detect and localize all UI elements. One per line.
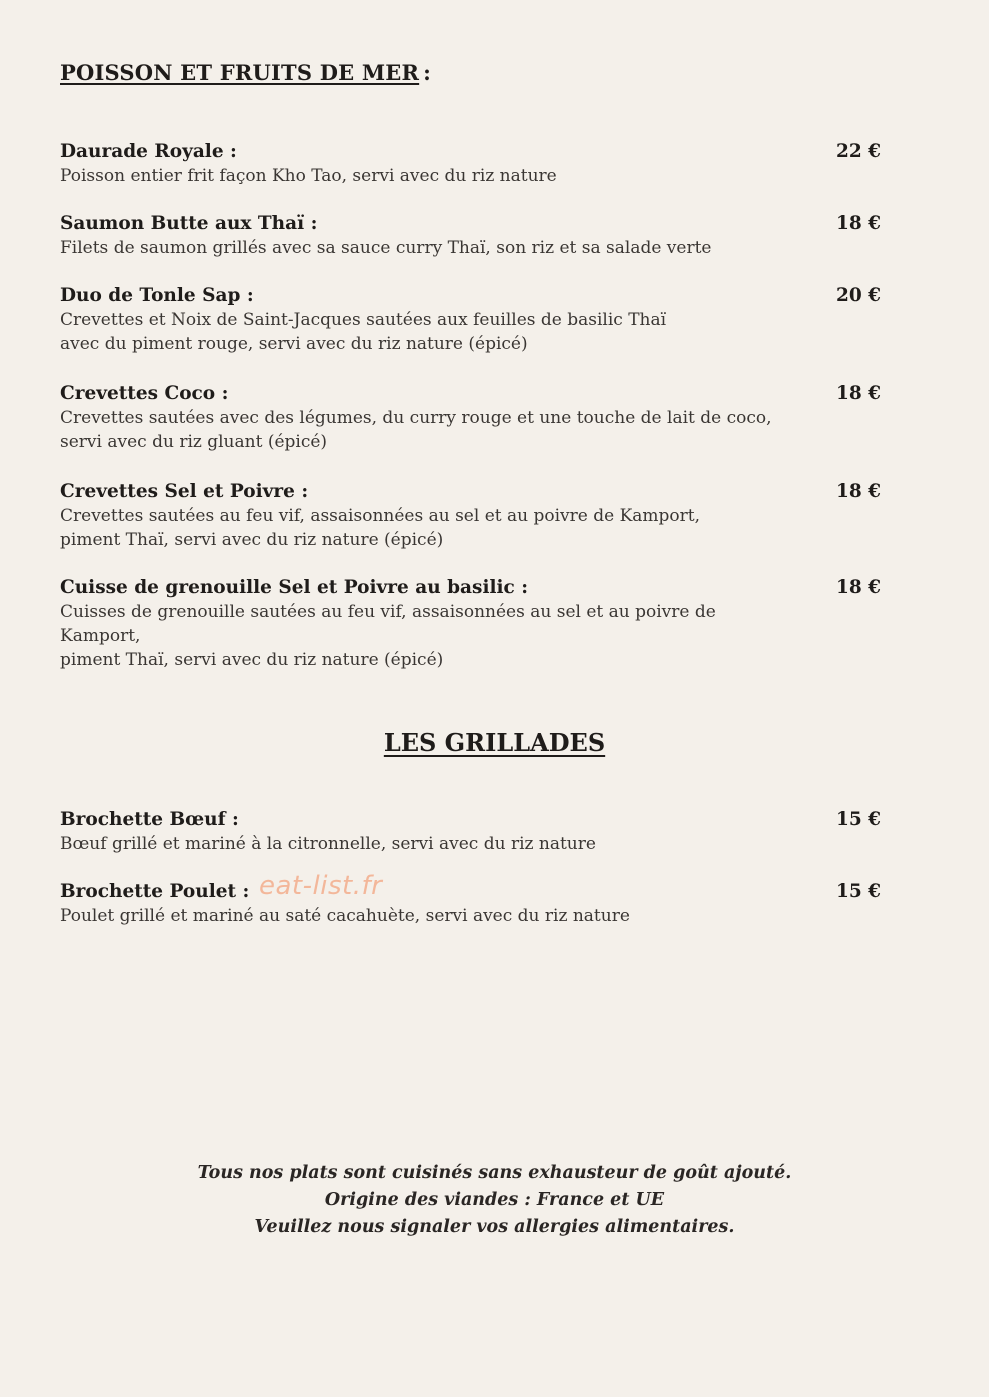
watermark: eat-list.fr — [259, 871, 383, 901]
dish-price: 18 € — [836, 481, 882, 502]
dish-description-line1: Crevettes sautées avec des légumes, du curry rouge et une touche de lait de coco, — [60, 408, 772, 428]
menu-item-duo-tonle-sap — [60, 284, 900, 356]
dish-name: Duo de Tonle Sap : — [60, 285, 254, 306]
dish-description: Bœuf grillé et mariné à la citronnelle, servi avec du riz nature — [60, 834, 596, 854]
footer-notes — [0, 1160, 989, 1241]
dish-price: 18 € — [836, 577, 882, 598]
dish-price: 15 € — [836, 809, 882, 830]
section-title-grillades-text: LES GRILLADES — [383, 728, 606, 757]
dish-description-line1: Cuisses de grenouille sautées au feu vif, assaisonnées au sel et au poivre de Kamport, — [60, 602, 716, 646]
dish-price: 18 € — [836, 213, 882, 234]
menu-item-cuisse-grenouille — [60, 576, 900, 672]
menu-item-brochette-poulet — [60, 880, 900, 928]
dish-description-line1: Crevettes et Noix de Saint-Jacques sautées aux feuilles de basilic Thaï — [60, 310, 667, 330]
menu-item-saumon — [60, 212, 900, 260]
dish-description-line2: avec du piment rouge, servi avec du riz nature (épicé) — [60, 334, 528, 354]
dish-description-line1: Crevettes sautées au feu vif, assaisonnées au sel et au poivre de Kamport, — [60, 506, 701, 526]
dish-name: Crevettes Coco : — [60, 383, 229, 404]
dish-name: Saumon Butte aux Thaï : — [60, 213, 318, 234]
section-title-poisson-text: POISSON ET FRUITS DE MER — [60, 60, 420, 85]
dish-name: Brochette Bœuf : — [60, 809, 239, 830]
dish-price: 15 € — [836, 881, 882, 902]
footer-line-no-additives: Tous nos plats sont cuisinés sans exhausteur de goût ajouté. — [197, 1163, 792, 1183]
dish-description-line2: servi avec du riz gluant (épicé) — [60, 432, 328, 452]
dish-price: 20 € — [836, 285, 882, 306]
menu-item-daurade — [60, 140, 900, 188]
menu-item-crevettes-sel-poivre — [60, 480, 900, 552]
dish-description: Poisson entier frit façon Kho Tao, servi avec du riz nature — [60, 166, 557, 186]
dish-name: Crevettes Sel et Poivre : — [60, 481, 309, 502]
dish-description: Filets de saumon grillés avec sa sauce curry Thaï, son riz et sa salade verte — [60, 238, 712, 258]
dish-name: Brochette Poulet : — [60, 881, 250, 902]
footer-line-meat-origin: Origine des viandes : France et UE — [324, 1190, 665, 1210]
footer-line-allergies: Veuillez nous signaler vos allergies alimentaires. — [254, 1217, 735, 1237]
dish-name: Daurade Royale : — [60, 141, 237, 162]
menu-item-brochette-boeuf — [60, 808, 900, 856]
section-title-colon: : — [423, 60, 432, 85]
dish-description-line2: piment Thaï, servi avec du riz nature (épicé) — [60, 650, 444, 670]
dish-price: 18 € — [836, 383, 882, 404]
dish-description: Poulet grillé et mariné au saté cacahuète, servi avec du riz nature — [60, 906, 630, 926]
dish-name: Cuisse de grenouille Sel et Poivre au basilic : — [60, 577, 529, 598]
menu-item-crevettes-coco — [60, 382, 900, 454]
section-title-grillades — [0, 728, 989, 757]
dish-description-line2: piment Thaï, servi avec du riz nature (épicé) — [60, 530, 444, 550]
dish-price: 22 € — [836, 141, 882, 162]
section-title-poisson — [60, 60, 431, 85]
